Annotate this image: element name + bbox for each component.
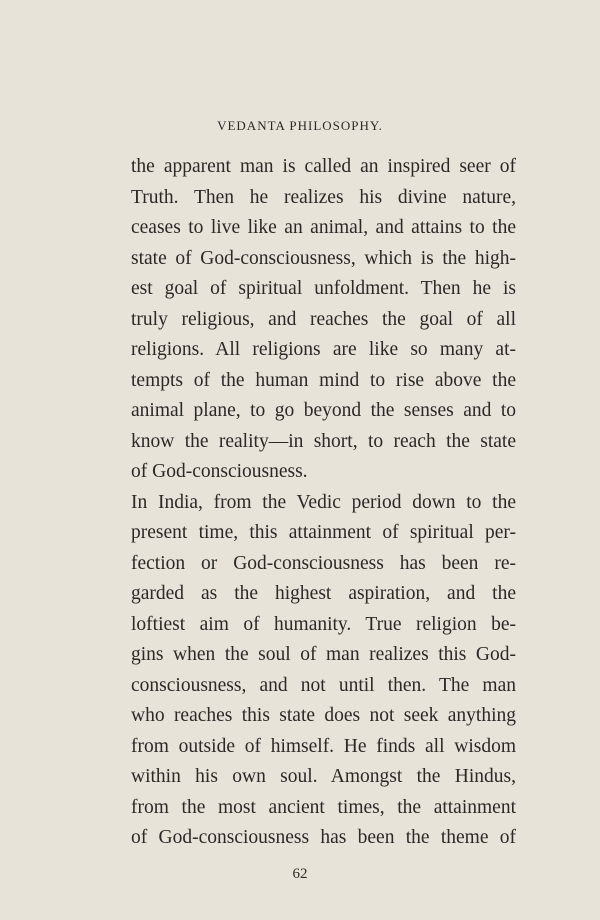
running-header: VEDANTA PHILOSOPHY. [217, 118, 383, 133]
text-line: from the most ancient times, the attainment [131, 796, 516, 818]
body-text [131, 152, 516, 854]
text-line: who reaches this state does not seek anything [131, 705, 516, 726]
text-line: gins when the soul of man realizes this God- [131, 644, 516, 665]
text-line: loftiest aim of humanity. True religion be- [131, 613, 516, 635]
text-line: est goal of spiritual unfoldment. Then he is [131, 278, 516, 299]
text-line: tempts of the human mind to rise above the [131, 369, 516, 391]
text-line: In India, from the Vedic period down to the [131, 491, 516, 513]
page-number: 62 [292, 866, 308, 882]
text-line: know the reality—in short, to reach the state [131, 430, 516, 452]
text-line: within his own soul. Amongst the Hindus, [131, 766, 516, 787]
text-line: ceases to live like an animal, and attains to the [131, 217, 516, 238]
text-line: garded as the highest aspiration, and the [131, 583, 516, 604]
text-line: of God-consciousness. [131, 461, 308, 482]
text-line: of God-consciousness has been the theme of [131, 827, 516, 848]
text-line: animal plane, to go beyond the senses and to [131, 400, 516, 421]
text-line: present time, this attainment of spiritual per- [131, 522, 516, 543]
text-line: the apparent man is called an inspired seer of [131, 156, 516, 177]
text-line: Truth. Then he realizes his divine nature, [131, 186, 516, 208]
text-line: consciousness, and not until then. The man [131, 674, 516, 696]
text-line: fection or God-consciousness has been re- [131, 552, 516, 574]
text-line: from outside of himself. He finds all wisdom [131, 735, 516, 757]
text-line: religions. All religions are like so many at- [131, 339, 516, 360]
text-line: truly religious, and reaches the goal of all [131, 308, 516, 330]
text-line: state of God-consciousness, which is the high- [131, 247, 516, 269]
